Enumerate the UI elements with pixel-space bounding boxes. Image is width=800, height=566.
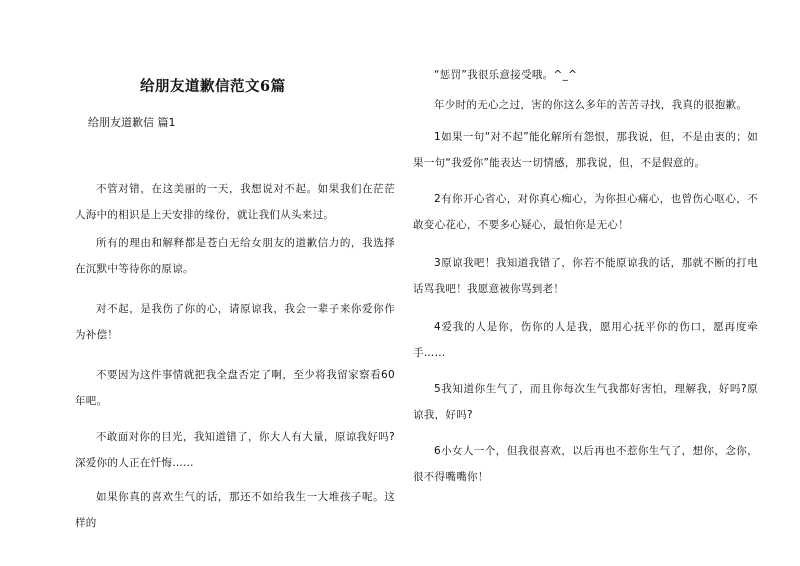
paragraph: 不要因为这件事情就把我全盘否定了啊，至少将我留家察看60年吧。 [75, 369, 395, 407]
paragraph: 1如果一句“对不起”能化解所有怨恨，那我说，但，不是由衷的；如果一句“我爱你”能表达一切情感，那我说，但，不是假意的。 [413, 131, 758, 169]
document-title: 给朋友道歉信范文6篇 [140, 78, 286, 95]
paragraph: 对不起，是我伤了你的心，请原谅我，我会一辈子来你爱你作为补偿！ [75, 303, 395, 341]
paragraph: 4爱我的人是你，伤你的人是我，愿用心抚平你的伤口，愿再度牵手…… [413, 321, 758, 359]
paragraph: 所有的理由和解释都是苍白无给女朋友的道歉信力的，我选择在沉默中等待你的原谅。 [75, 237, 395, 275]
paragraph: 年少时的无心之过，害的你这么多年的苦苦寻找，我真的很抱歉。 [434, 99, 748, 111]
paragraph: 2有你开心省心，对你真心痴心，为你担心痛心，也曾伤心呕心，不敢变心花心，不要多心疑心，最怕你是无心！ [413, 193, 758, 231]
section-heading: 给朋友道歉信 篇1 [88, 116, 176, 129]
paragraph: 不敢面对你的目光，我知道错了，你大人有大量，原谅我好吗?深爱你的人正在忏悔…… [75, 431, 395, 469]
paragraph: 6小女人一个，但我很喜欢，以后再也不惹你生气了，想你，念你，很不得嘴嘴你！ [413, 445, 758, 483]
paragraph: 3原谅我吧！我知道我错了，你若不能原谅我的话，那就不断的打电话骂我吧！我愿意被你骂到老！ [413, 257, 758, 295]
paragraph: 5我知道你生气了，而且你每次生气我都好害怕，理解我，好吗?原谅我，好吗? [413, 383, 758, 421]
paragraph: “惩罚”我很乐意接受哦。^_^ [434, 69, 578, 81]
paragraph: 不管对错，在这美丽的一天，我想说对不起。如果我们在茫茫人海中的相识是上天安排的缘份，就让我们从头来过。 [75, 183, 395, 221]
paragraph: 如果你真的喜欢生气的话，那还不如给我生一大堆孩子呢。这样的 [75, 491, 395, 529]
